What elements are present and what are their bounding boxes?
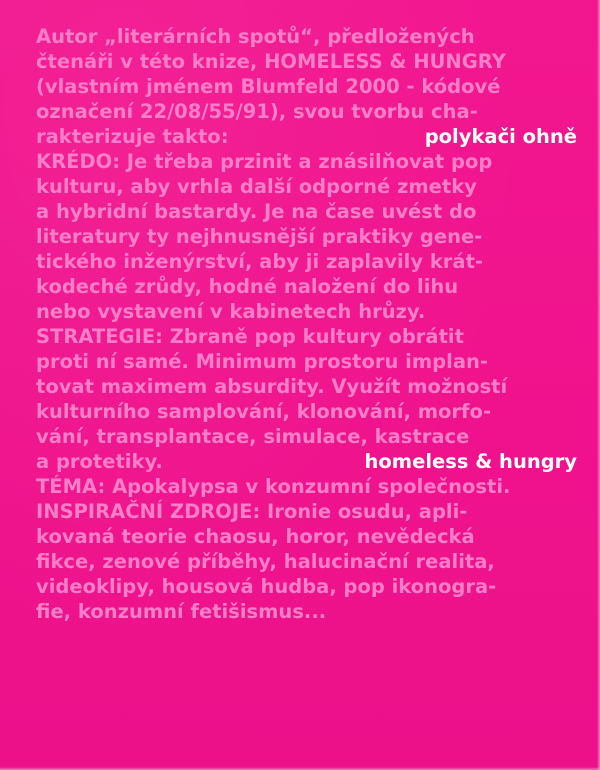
text-line-8: a hybridní bastardy. Je na čase uvést do [36, 200, 477, 223]
text-line-2: čtenáři v této knize, HOMELESS & HUNGRY [36, 50, 506, 73]
text-line-23: videoklipy, housová hudba, pop ikonogra- [36, 575, 497, 598]
text-line-13: STRATEGIE: Zbraně pop kultury obrátit [36, 325, 464, 348]
text-line-19: TÉMA: Apokalypsa v konzumní společnosti. [36, 475, 511, 498]
text-line-20: INSPIRAČNÍ ZDROJE: Ironie osudu, apli- [36, 500, 468, 523]
text-line-1: Autor „literárních spotů“, předložených [36, 25, 475, 48]
text-line-5-container [36, 124, 588, 149]
text-line-24: fie, konzumní fetišismus... [36, 600, 327, 623]
text-line-18: a protetiky. [36, 450, 163, 473]
text-line-11: kodeché zrůdy, hodné naložení do lihu [36, 275, 459, 298]
text-line-15: tovat maximem absurdity. Využít možností [36, 375, 508, 398]
cover-text-block [36, 24, 588, 624]
text-line-18-container [36, 449, 588, 474]
text-line-21: kovaná teorie chaosu, horor, nevědecká [36, 525, 475, 548]
text-line-10: tického inženýrství, aby ji zaplavily krát- [36, 250, 483, 273]
text-line-6: KRÉDO: Je třeba przinit a znásilňovat pop [36, 150, 493, 173]
signature-homeless-hungry: homeless & hungry [364, 450, 577, 473]
text-line-12: nebo vystavení v kabinetech hrůzy. [36, 300, 426, 323]
text-line-9: literatury ty nejhnusnější praktiky gene- [36, 225, 483, 248]
text-line-7: kulturu, aby vrhla další odporné zmetky [36, 175, 477, 198]
text-line-4: označení 22/08/55/91), svou tvorbu cha- [36, 100, 478, 123]
text-line-14: proti ní samé. Minimum prostoru implan- [36, 350, 488, 373]
text-line-5: rakterizuje takto: [36, 125, 229, 148]
text-line-16: kulturního samplování, klonování, morfo- [36, 400, 492, 423]
text-line-17: vání, transplantace, simulace, kastrace [36, 425, 470, 448]
text-line-22: fikce, zenové příběhy, halucinační realita, [36, 550, 495, 573]
text-line-3: (vlastním jménem Blumfeld 2000 - kódové [36, 75, 501, 98]
signature-polykaci-ohne: polykači ohně [424, 125, 577, 148]
